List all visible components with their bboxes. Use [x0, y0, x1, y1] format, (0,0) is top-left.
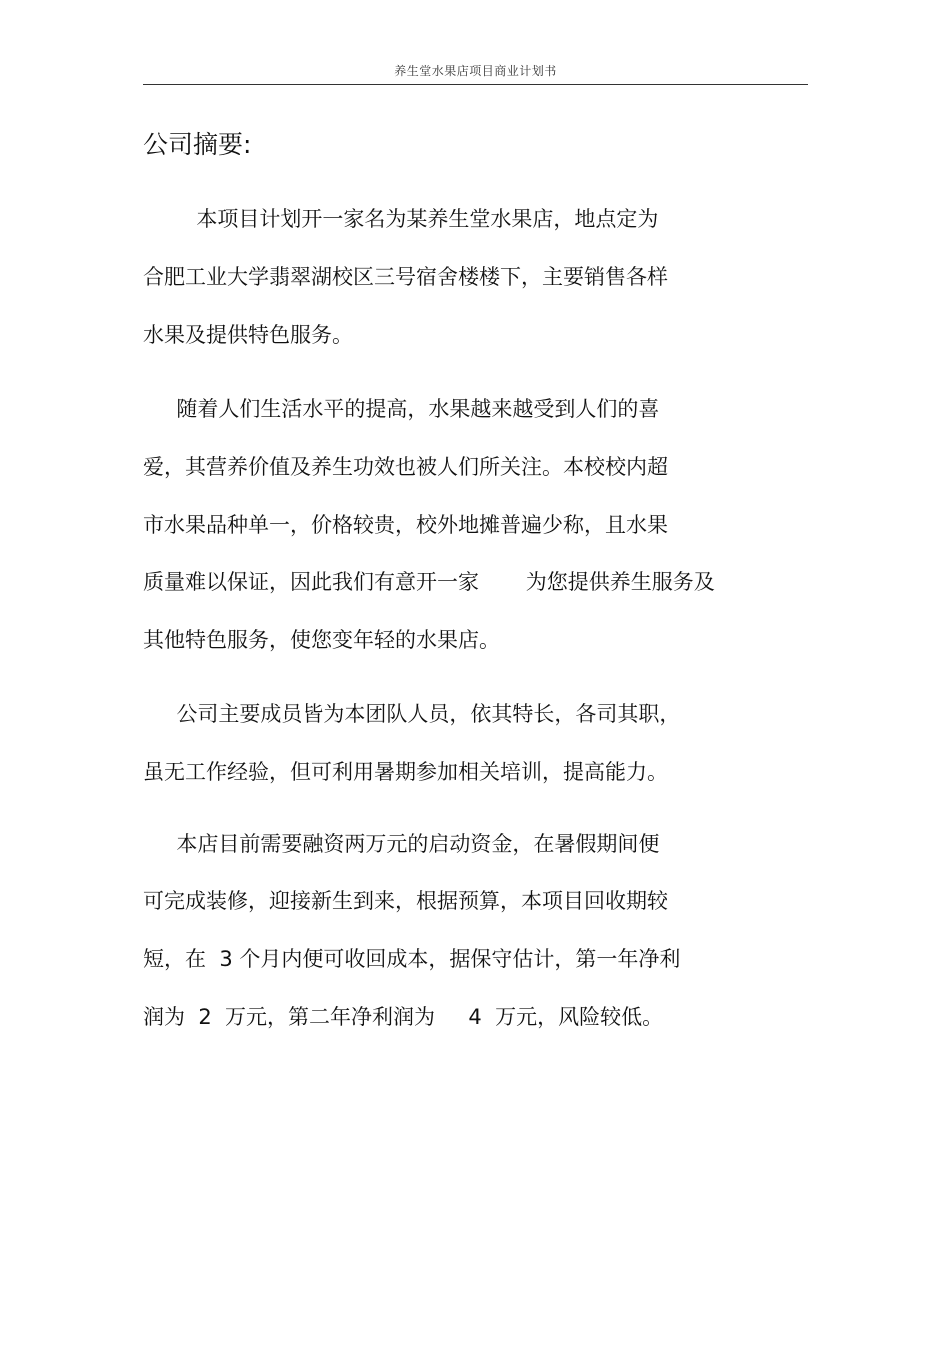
paragraph-4-line-3: 短，在 3 个月内便可收回成本，据保守估计，第一年净利 — [143, 947, 681, 971]
page-header: 养生堂水果店项目商业计划书 — [394, 64, 557, 78]
paragraph-3-line-2: 虽无工作经验，但可利用暑期参加相关培训，提高能力。 — [143, 760, 668, 784]
paragraph-2-line-5: 其他特色服务，使您变年轻的水果店。 — [143, 628, 500, 652]
header-divider — [143, 84, 808, 85]
section-title: 公司摘要: — [143, 130, 252, 159]
paragraph-2-line-2: 爱，其营养价值及养生功效也被人们所关注。本校校内超 — [143, 455, 668, 479]
paragraph-2-line-4: 质量难以保证，因此我们有意开一家 为您提供养生服务及 — [143, 570, 715, 594]
paragraph-2-line-1: 随着人们生活水平的提高，水果越来越受到人们的喜 — [143, 397, 660, 421]
paragraph-4-line-2: 可完成装修，迎接新生到来，根据预算，本项目回收期较 — [143, 889, 668, 913]
paragraph-1-line-2: 合肥工业大学翡翠湖校区三号宿舍楼楼下，主要销售各样 — [143, 265, 668, 289]
paragraph-4-line-1: 本店目前需要融资两万元的启动资金，在暑假期间便 — [143, 832, 660, 856]
paragraph-4-line-4: 润为 2 万元，第二年净利润为 4 万元，风险较低。 — [143, 1005, 664, 1029]
paragraph-3-line-1: 公司主要成员皆为本团队人员，依其特长，各司其职， — [143, 702, 681, 726]
paragraph-1-line-1: 本项目计划开一家名为某养生堂水果店，地点定为 — [143, 207, 659, 231]
paragraph-2-line-3: 市水果品种单一，价格较贵，校外地摊普遍少称，且水果 — [143, 513, 668, 537]
paragraph-1-line-3: 水果及提供特色服务。 — [143, 323, 353, 347]
